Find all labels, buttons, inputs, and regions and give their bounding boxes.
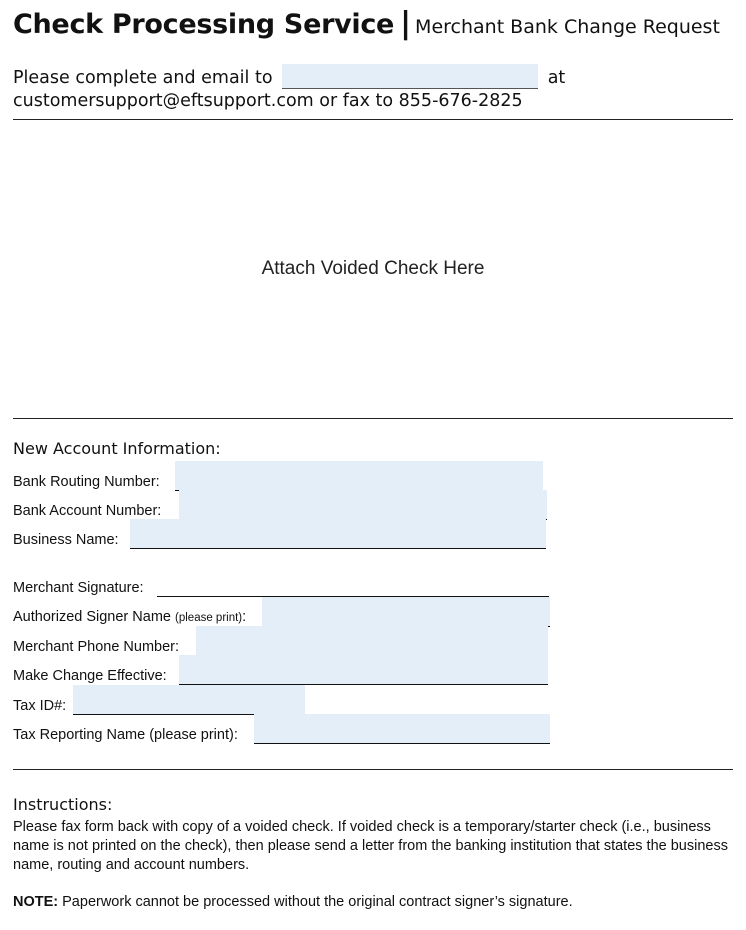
tax-id-field[interactable] (73, 685, 305, 715)
account-row (13, 490, 553, 520)
business-name-field[interactable] (130, 519, 546, 549)
taxname-row (13, 714, 553, 744)
phone-row (13, 626, 553, 656)
instructions-title: Instructions: (13, 795, 113, 814)
note-label: NOTE: (13, 894, 59, 910)
instructions-body: Please fax form back with copy of a voided check. If voided check is a temporary/starter check (i.e., business name is not printed on the check), then please send a letter from the banking institution that states the business name, routing and account numbers. (13, 819, 728, 873)
effective-label: Make Change Effective: (13, 668, 167, 684)
taxname-label: Tax Reporting Name (please print): (13, 727, 238, 743)
business-row (13, 519, 553, 549)
account-section-title: New Account Information: (13, 439, 221, 458)
note-text: Paperwork cannot be processed without the original contract signer’s signature. (58, 894, 573, 910)
change-effective-field[interactable] (179, 655, 548, 685)
divider-top (13, 119, 733, 120)
signer-print-note: (please print) (175, 612, 243, 624)
account-label: Bank Account Number: (13, 503, 162, 519)
merchant-phone-field[interactable] (196, 626, 548, 656)
intro-line-2: customersupport@eftsupport.com or fax to 855-676-2825 (13, 91, 523, 111)
intro-suffix: at (547, 68, 566, 88)
service-title: Check Processing Service (13, 9, 395, 40)
signer-label (13, 608, 246, 627)
authorized-signer-field[interactable] (262, 597, 550, 627)
routing-label: Bank Routing Number: (13, 474, 160, 490)
title-separator: | (400, 6, 412, 41)
signer-row (13, 597, 553, 627)
note-line (13, 894, 573, 910)
intro-line-1 (13, 64, 565, 89)
signer-colon: : (242, 609, 247, 625)
signature-label: Merchant Signature: (13, 580, 144, 596)
merchant-signature-field[interactable] (157, 567, 549, 597)
tax-reporting-name-field[interactable] (254, 714, 550, 744)
divider-middle (13, 418, 733, 419)
taxid-label: Tax ID#: (13, 698, 67, 714)
voided-check-area: Attach Voided Check Here (261, 258, 485, 279)
divider-bottom (13, 769, 733, 770)
phone-label: Merchant Phone Number: (13, 639, 180, 655)
intro-prefix: Please complete and email to (13, 68, 273, 88)
routing-row (13, 461, 553, 491)
business-label: Business Name: (13, 532, 119, 548)
routing-number-field[interactable] (175, 461, 543, 491)
form-title (13, 6, 720, 41)
taxid-row (13, 685, 553, 715)
effective-row (13, 655, 553, 685)
signer-label-text: Authorized Signer Name (13, 609, 171, 625)
form-subtitle: Merchant Bank Change Request (415, 16, 720, 38)
account-number-field[interactable] (179, 490, 547, 520)
signature-row (13, 567, 553, 597)
email-to-field[interactable] (282, 64, 538, 89)
